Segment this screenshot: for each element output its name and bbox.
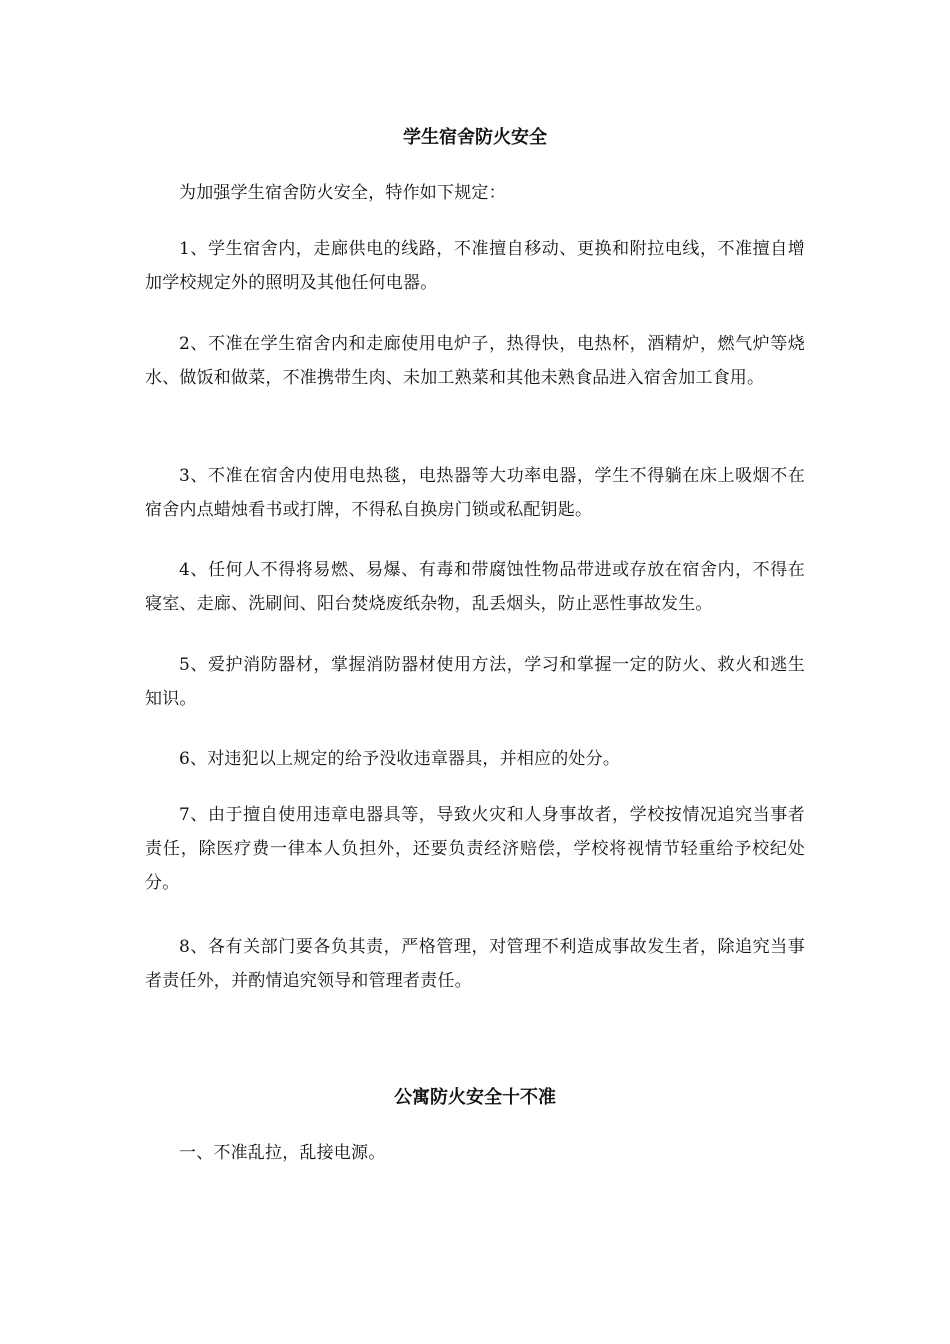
rule-paragraph-2: 2、不准在学生宿舍内和走廊使用电炉子，热得快，电热杯，酒精炉，燃气炉等烧水、做饭和做菜，不准携带生肉、未加工熟菜和其他未熟食品进入宿舍加工食用。: [145, 334, 805, 388]
section-title-apartment-ten-rules: 公寓防火安全十不准: [394, 1087, 556, 1108]
rule-paragraph-3: 3、不准在宿舍内使用电热毯，电热器等大功率电器，学生不得躺在床上吸烟不在宿舍内点蜡烛看书或打牌，不得私自换房门锁或私配钥匙。: [145, 466, 805, 520]
rule-paragraph-4: 4、任何人不得将易燃、易爆、有毒和带腐蚀性物品带进或存放在宿舍内，不得在寝室、走廊、洗刷间、阳台焚烧废纸杂物，乱丢烟头，防止恶性事故发生。: [145, 560, 805, 614]
apartment-rule-1: 一、不准乱拉，乱接电源。: [179, 1143, 386, 1163]
rule-paragraph-8: 8、各有关部门要各负其责，严格管理，对管理不利造成事故发生者，除追究当事者责任外，并酌情追究领导和管理者责任。: [145, 937, 805, 991]
rule-paragraph-5: 5、爱护消防器材，掌握消防器材使用方法，学习和掌握一定的防火、救火和逃生知识。: [145, 655, 805, 709]
section-title-dorm-fire-safety: 学生宿舍防火安全: [403, 127, 547, 148]
rule-paragraph-6: 6、对违犯以上规定的给予没收违章器具，并相应的处分。: [179, 749, 621, 769]
intro-paragraph: 为加强学生宿舍防火安全，特作如下规定：: [179, 183, 506, 203]
rule-paragraph-1: 1、学生宿舍内，走廊供电的线路，不准擅自移动、更换和附拉电线，不准擅自增加学校规定外的照明及其他任何电器。: [145, 239, 805, 293]
rule-paragraph-7: 7、由于擅自使用违章电器具等，导致火灾和人身事故者，学校按情况追究当事者责任，除医疗费一律本人负担外，还要负责经济赔偿，学校将视情节轻重给予校纪处分。: [145, 805, 805, 893]
